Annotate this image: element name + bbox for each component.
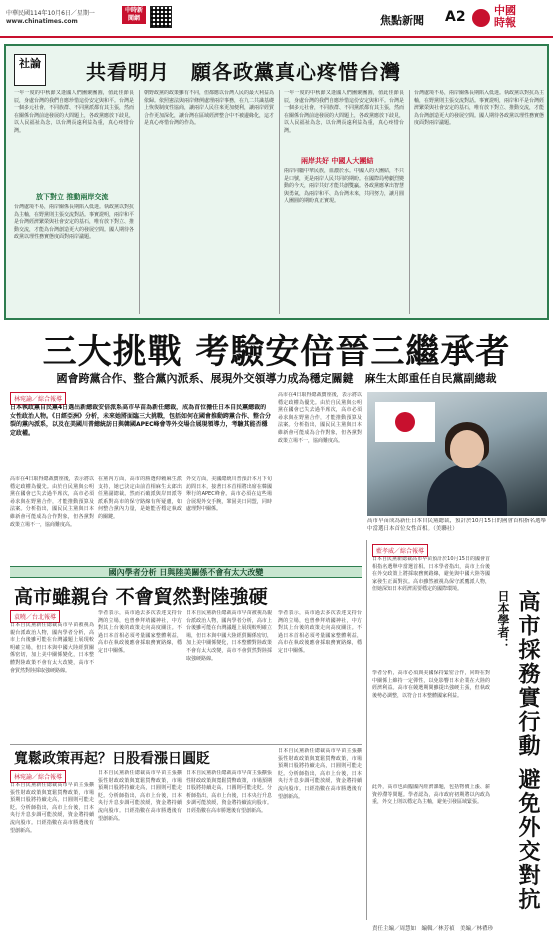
markets-body-column-4: 日本自民黨新任總裁高市早苗主張擴張性財政政策與寬鬆貨幣政策，市場預期日股將持續走高，日圓則可能走貶。分析師指出，高市上台後，日本央行升息步調可能放緩，資金將持續流向股市。日經指數在高市勝選後有望創新高。 <box>278 748 362 800</box>
story-body-column-2: 在黨內方面，高市的勝選仰賴麻生派支持，她已決定由前首相麻生太郎出任黨副總裁。然而石破派與岸田派等派系對高市的保守路線有所疑慮，如何整合黨內力量，是她能否穩定執政的關鍵。 <box>98 476 182 520</box>
portrait-face <box>450 430 484 468</box>
section-name: 焦點新聞 <box>380 14 424 27</box>
china-times-brand: 中國時報 <box>494 4 516 29</box>
news-photo <box>367 392 547 516</box>
chinatimes-news-logo: 中時新聞網 <box>122 6 146 24</box>
footer-credit: 責任主編／周慧如 編輯／林芳禎 美編／林禮珍 <box>372 926 494 932</box>
editorial-subhead-2: 兩岸共好 中國人大團結 <box>301 157 374 165</box>
photo-caption: 高市早苗成為新任日本自民黨總裁，預計於10月15日的國會首相指名選舉中當選日本首位女性首相。（美聯社） <box>367 518 546 532</box>
editorial-column-4a: 一年一度的中秋節又逢國人們團聚團圓，值此佳節良辰，身處台灣的我們自應珍惜這份安定與和平。台灣是一個多元社會，不同族群、不同黨派都有其主張，然而在關係台灣前途發展的大問題上，各政黨應放下歧見，以人民福祉為念，以台灣長遠利益為重，真心疼惜台灣。 <box>284 90 404 134</box>
editorial-column-4: 兩岸同屬中華民族，血濃於水。中國人的大團結，不只是口號，更是兩岸人民共同的期盼。在國際局勢劇烈變動的今天，兩岸共好才能共創雙贏。各政黨應拿出智慧與勇氣，為兩岸和平、為台灣未來，共同努力，讓月圓人團圓的期盼真正實現。 <box>284 168 404 205</box>
brand-seal-icon <box>472 9 490 27</box>
sidebar-body-2: 學者分析，高市必須與美國保持緊密合作，同時在對中關係上維持一定彈性，以免影響日本企業在大陸的經濟利益。高市在競選期間雖提出強硬主張，但執政後勢必調整，以符合日本整體國家利益。 <box>372 670 490 699</box>
sidebar-body-1: 日本自民黨新總裁高市早苗預計於10月15日的國會首相指名選舉中當選首相。日本學者指出，高市上台後在外交政策上將採取務實路線，避免與中國大陸等國家發生正面對抗。高市雖然被視為保守派鷹派人物，但她深知日本經濟需要穩定的國際環境。 <box>372 556 490 593</box>
editorial-stamp: 社論 <box>14 54 46 86</box>
website-url: www.chinatimes.com <box>6 18 78 25</box>
markets-title: 寬鬆政策再起？日股看漲日圓貶 <box>14 751 210 767</box>
flag-icon <box>375 402 435 442</box>
qr-code-icon <box>150 6 172 28</box>
sidebar-body-3: 此外，高市也面臨國內經濟課題，包括物價上漲、薪資停滯等問題。學者認為，高市政府初期將以內政為重，外交上則以穩定為主軸，避免引發區域緊張。 <box>372 784 490 806</box>
sidebar-kicker: 日本學者： <box>496 590 510 650</box>
analysis-banner: 國內學者分析 日與陸美關係不會有太大改變 <box>10 566 362 578</box>
markets-body-column-2: 日本自民黨新任總裁高市早苗主張擴張性財政政策與寬鬆貨幣政策，市場預期日股將持續走高，日圓則可能走貶。分析師指出，高市上台後，日本央行升息步調可能放緩，資金將持續流向股市。日經指數在高市勝選後有望創新高。 <box>98 770 182 822</box>
editorial-divider <box>139 90 140 314</box>
story-byline: 林宛諭／綜合報導 <box>10 392 66 405</box>
editorial-title: 共看明月 願各政黨真心疼惜台灣 <box>86 60 401 84</box>
story-body-column-1: 高市在4日取得總裁寶座後，表示將以穩定政權為優先。由於自民黨與公明黨在國會已失去過半席次，高市必須尋求與在野黨合作，才能推動預算及法案。分析指出，國民民主黨與日本維新會可能成為合作對象，但各黨對政策立場不一，協商難度高。 <box>10 476 94 528</box>
analysis-body-column-4: 學者表示，高市過去多次表達支持台灣的立場，也曾參拜靖國神社，中方對其上台後的政策走向高度關注。不過日本首相必須考量國家整體利益，高市在執政後應會採取務實路線，穩定日中關係。 <box>278 610 362 654</box>
editorial-divider <box>409 90 410 314</box>
story-lead: 日本執政黨自民黨4日選出新總裁安倍派系高市早苗為新任總裁，成為首位擔任日本自民黨總裁的女性政治人物。《日經亞洲》分析，未來她將面臨三大挑戰，包括如何在國會推動跨黨合作、整合分裂的黨內派系，以及在美國川普總統訪日與韓國APEC峰會等外交場合展現領導力，考驗其能否穩定政權。 <box>10 404 272 437</box>
editorial-divider <box>279 90 280 314</box>
sidebar-title: 高市採務實行動 避免外交對抗 <box>515 590 540 912</box>
analysis-title: 高市雖親台 不會貿然對陸強硬 <box>14 586 268 608</box>
analysis-byline: 袁曉／台北報導 <box>10 610 60 623</box>
sidebar-byline: 藍孝威／綜合報導 <box>372 544 428 557</box>
editorial-subhead-1: 放下對立 推動兩岸交流 <box>36 193 109 201</box>
analysis-body-column-2: 學者表示，高市過去多次表達支持台灣的立場，也曾參拜靖國神社，中方對其上台後的政策走向高度關注。不過日本首相必須考量國家整體利益，高市在執政後應會採取務實路線，穩定日中關係。 <box>98 610 182 654</box>
editorial-column-2: 台灣處境不易，兩岸關係長期陷入低迷。執政黨以對抗為主軸，在野黨則主張交流對話。事實證明，兩岸和平是台灣經濟繁榮與社會安定的基石，唯有放下對立、推動交流，才能為台灣創造更大的發展空間。國人期待各政黨以理性務實態度面對兩岸議題。 <box>14 204 134 241</box>
editorial-box <box>4 44 549 320</box>
story-body-column-4: 高市在4日取得總裁寶座後，表示將以穩定政權為優先。由於自民黨與公明黨在國會已失去過半席次，高市必須尋求與在野黨合作，才能推動預算及法案。分析指出，國民民主黨與日本維新會可能成為合作對象，但各黨對政策立場不一，協商難度高。 <box>278 392 362 444</box>
markets-byline: 林宛諭／綜合報導 <box>10 770 66 783</box>
page-number: A2 <box>445 9 466 25</box>
analysis-body-column-1: 日本自民黨新任總裁高市早苗被視為親台派政治人物，國內學者分析，高市上台後雖可能在台灣議題上展現較明確立場，但日本與中國大陸經貿關係密切，加上美中關係變化，日本整體對陸政策不會有太大改變，高市不會貿然對陸採取強硬路線。 <box>10 622 94 674</box>
editorial-column-5: 台灣處境不易，兩岸關係長期陷入低迷。執政黨以對抗為主軸，在野黨則主張交流對話。事實證明，兩岸和平是台灣經濟繁榮與社會安定的基石，唯有放下對立、推動交流，才能為台灣創造更大的發展空間。國人期待各政黨以理性務實態度面對兩岸議題。 <box>414 90 544 127</box>
editorial-column-3: 朝野政黨的政策雖有不同，但都應以台灣人民的最大利益為依歸。依照憲法與兩岸條例處理兩岸事務，在九二共識基礎上恢復制度性協商，讓兩岸人民往來更加便利，讓兩岸經貿合作更加深化，讓台灣在區域經濟整合中不被邊緣化，這才是真心疼惜台灣的作為。 <box>144 90 274 127</box>
markets-body-column-1: 日本自民黨新任總裁高市早苗主張擴張性財政政策與寬鬆貨幣政策，市場預期日股將持續走高，日圓則可能走貶。分析師指出，高市上台後，日本央行升息步調可能放緩，資金將持續流向股市。日經指數在高市勝選後有望創新高。 <box>10 782 94 834</box>
analysis-body-column-3: 日本自民黨新任總裁高市早苗被視為親台派政治人物，國內學者分析，高市上台後雖可能在台灣議題上展現較明確立場，但日本與中國大陸經貿關係密切，加上美中關係變化，日本整體對陸政策不會有太大改變，高市不會貿然對陸採取強硬路線。 <box>186 610 272 662</box>
date-line: 中華民國114年10月6日／星期一 <box>6 10 95 17</box>
markets-body-column-3: 日本自民黨新任總裁高市早苗主張擴張性財政政策與寬鬆貨幣政策，市場預期日股將持續走高，日圓則可能走貶。分析師指出，高市上台後，日本央行升息步調可能放緩，資金將持續流向股市。日經指數在高市勝選後有望創新高。 <box>186 770 272 814</box>
main-headline: 三大挑戰 考驗安倍晉三繼承者 <box>42 332 511 372</box>
story-body-column-3: 外交方面，美國總統川普預計本月下旬訪問日本，接著日本首相將出席在韓國舉行的APEC峰會。高市必須在這些場合展現外交手腕，鞏固美日同盟，同時處理對中關係。 <box>186 476 272 513</box>
sub-headline: 國會跨黨合作、整合黨內派系、展現外交領導力成為穩定關鍵 麻生太郎重任自民黨副總裁 <box>56 372 497 385</box>
masthead <box>0 0 553 38</box>
editorial-column-1: 一年一度的中秋節又逢國人們團聚團圓，值此佳節良辰，身處台灣的我們自應珍惜這份安定與和平。台灣是一個多元社會，不同族群、不同黨派都有其主張，然而在關係台灣前途發展的大問題上，各政黨應放下歧見，以人民福祉為念，以台灣長遠利益為重，真心疼惜台灣。 <box>14 90 134 134</box>
